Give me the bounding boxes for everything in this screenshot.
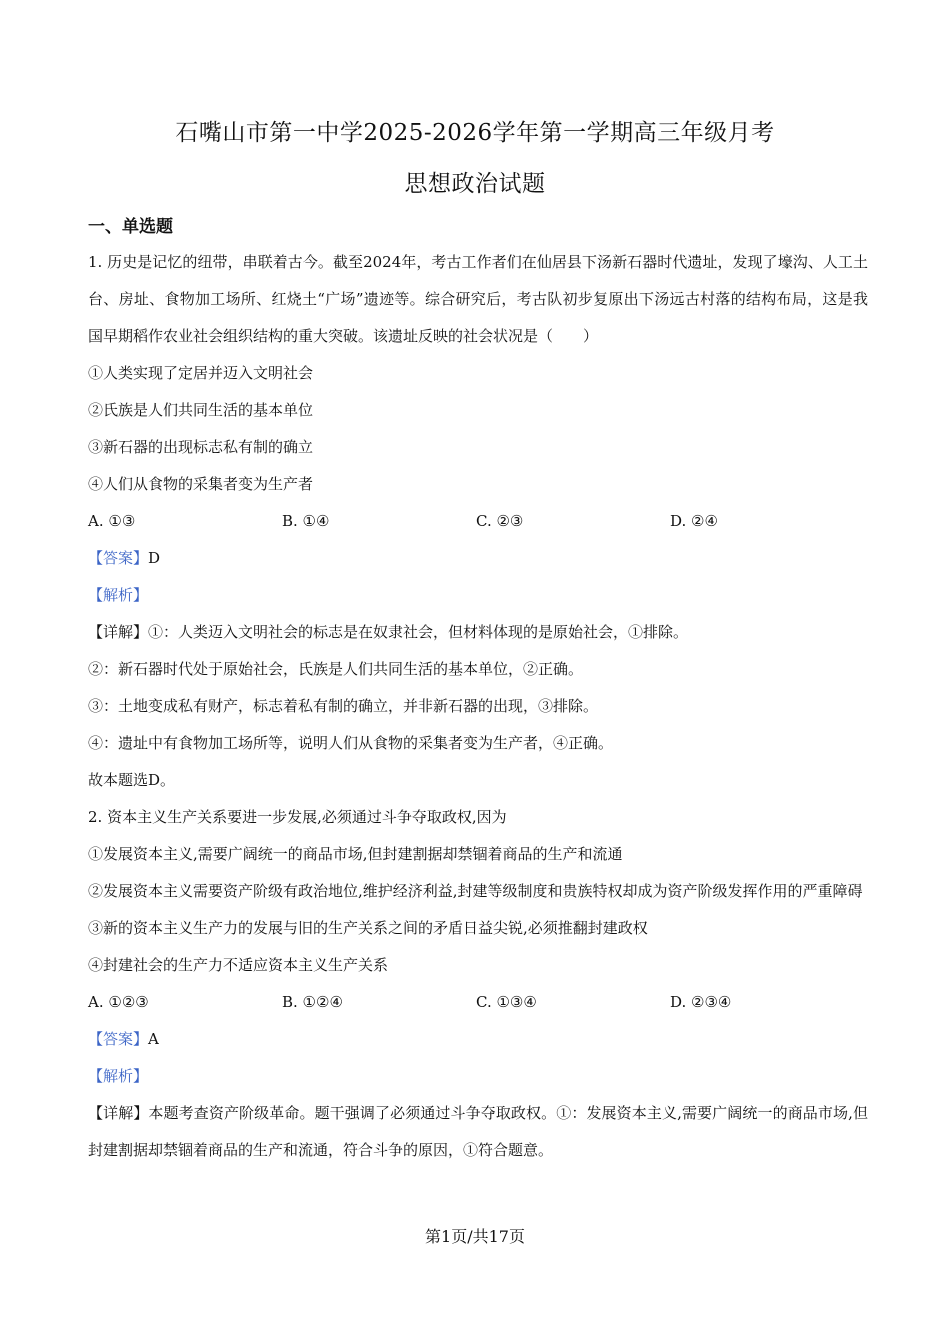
q1-detail-line: ③：土地变成私有财产，标志着私有制的确立，并非新石器的出现，③排除。 <box>88 697 599 715</box>
q1-conclusion: 故本题选D。 <box>88 771 176 789</box>
detail-text: ①：人类迈入文明社会的标志是在奴隶社会，但材料体现的是原始社会，①排除。 <box>148 623 689 641</box>
q2-option-d: D. ②③④ <box>670 993 732 1011</box>
q2-item: ④封建社会的生产力不适应资本主义生产关系 <box>88 956 389 974</box>
q1-answer <box>88 540 868 577</box>
answer-label: 【答案】 <box>88 1030 149 1048</box>
detail-label: 【详解】 <box>88 623 149 641</box>
q1-item: ④人们从食物的采集者变为生产者 <box>88 475 314 493</box>
q1-item: ②氏族是人们共同生活的基本单位 <box>88 401 314 419</box>
q1-options <box>88 503 868 540</box>
q2-options <box>88 984 868 1021</box>
q1-option-b: B. ①④ <box>282 512 330 530</box>
page-footer: 第1页/共17页 <box>425 1227 525 1246</box>
answer-value: D <box>148 549 161 567</box>
q2-stem: 2. 资本主义生产关系要进一步发展,必须通过斗争夺取政权,因为 <box>88 808 507 826</box>
q1-item: ③新石器的出现标志私有制的确立 <box>88 438 314 456</box>
content <box>88 244 868 1169</box>
answer-value: A <box>148 1030 159 1048</box>
detail-label: 【详解】 <box>88 1104 149 1122</box>
q2-detail <box>88 1095 868 1169</box>
answer-label: 【答案】 <box>88 549 149 567</box>
q1-detail <box>88 614 868 651</box>
q1-item: ①人类实现了定居并迈入文明社会 <box>88 364 314 382</box>
q2-option-a: A. ①②③ <box>88 993 149 1011</box>
q2-answer <box>88 1021 868 1058</box>
q2-item: ①发展资本主义,需要广阔统一的商品市场,但封建割据却禁锢着商品的生产和流通 <box>88 845 623 863</box>
q2-option-b: B. ①②④ <box>282 993 343 1011</box>
q1-option-a: A. ①③ <box>88 512 136 530</box>
exam-subtitle: 思想政治试题 <box>404 171 546 197</box>
q1-detail-line: ④：遗址中有食物加工场所等，说明人们从食物的采集者变为生产者，④正确。 <box>88 734 614 752</box>
exam-title: 石嘴山市第一中学2025-2026学年第一学期高三年级月考 <box>175 120 775 146</box>
q2-item: ③新的资本主义生产力的发展与旧的生产关系之间的矛盾日益尖锐,必须推翻封建政权 <box>88 919 648 937</box>
detail-text: 本题考查资产阶级革命。题干强调了必须通过斗争夺取政权。①：发展资本主义,需要广阔统一的商品市场,但封建割据却禁锢着商品的生产和流通，符合斗争的原因，①符合题意。 <box>88 1104 868 1159</box>
section-heading: 一、单选题 <box>88 217 173 237</box>
q1-stem: 1. 历史是记忆的纽带，串联着古今。截至2024年，考古工作者们在仙居县下汤新石器时代遗址，发现了壕沟、人工土台、房址、食物加工场所、红烧土“广场”遗迹等。综合研究后，考古队初步复原出下汤远古村落的结构布局，这是我国早期稻作农业社会组织结构的重大突破。该遗址反映的社会状况是（ ） <box>88 253 868 345</box>
q1-option-d: D. ②④ <box>670 512 718 530</box>
q2-analysis-label: 【解析】 <box>88 1067 149 1085</box>
q1-detail-line: ②：新石器时代处于原始社会，氏族是人们共同生活的基本单位，②正确。 <box>88 660 584 678</box>
q2-option-c: C. ①③④ <box>476 993 537 1011</box>
q1-option-c: C. ②③ <box>476 512 524 530</box>
q2-item: ②发展资本主义需要资产阶级有政治地位,维护经济利益,封建等级制度和贵族特权却成为资产阶级发挥作用的严重障碍 <box>88 882 863 900</box>
q1-analysis-label: 【解析】 <box>88 586 149 604</box>
